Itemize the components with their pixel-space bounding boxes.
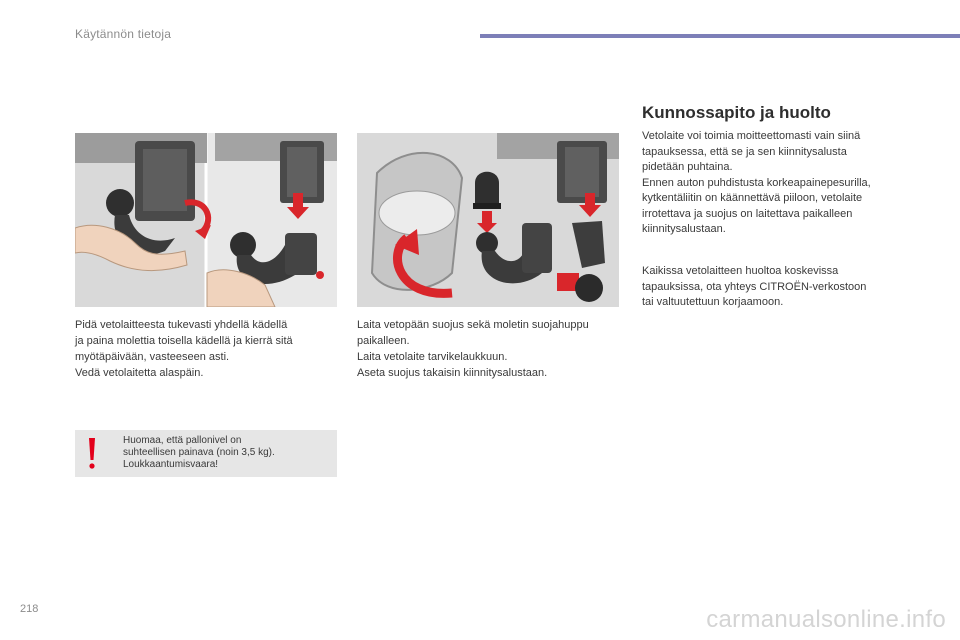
header-accent-bar [480,34,960,38]
maintenance-paragraph-2: Kaikissa vetolaitteen huoltoa koskevissa tapauksissa, ota yhteys CITROËN-verkostoon tai valtuutettuun korjaamoon. [642,265,867,308]
maintenance-heading: Kunnossapito ja huolto [642,103,831,122]
section-header-title: Käytännön tietoja [75,27,172,41]
cover-instructions-text: Laita vetopään suojus sekä moletin suojahuppu paikalleen. Laita vetolaite tarvikelaukkuun. Aseta suojus takaisin kiinnitysalustaan. [357,319,589,379]
illustration-fit-covers [357,133,619,307]
watermark-text: carmanualsonline.info [706,606,946,633]
maintenance-paragraph-1: Vetolaite voi toimia moitteettomasti vain siinä tapauksessa, että se ja sen kiinnitysalusta pidetään puhtaina. Ennen auton puhdistusta korkeapainepesurilla, kytkentäliitin on käännettävä piiloon, vetolaite irrotettava ja suojus on laitettava paikalleen kiinnitysalustaan. [642,130,871,235]
page-number: 218 [20,603,39,615]
illustration-remove-towbar [75,133,337,307]
towbar-removal-drawing [75,133,337,307]
warning-text: Huomaa, että pallonivel on suhteellisen painava (noin 3,5 kg). Loukkaantumisvaara! [123,435,275,470]
remove-instructions-text: Pidä vetolaitteesta tukevasti yhdellä kädellä ja paina molettia toisella kädellä ja kierrä sitä myötäpäivään, vasteeseen asti. Vedä vetolaitetta alaspäin. [75,319,293,379]
cover-fitting-drawing [357,133,619,307]
exclamation-icon [84,436,100,470]
warning-box [75,430,337,477]
